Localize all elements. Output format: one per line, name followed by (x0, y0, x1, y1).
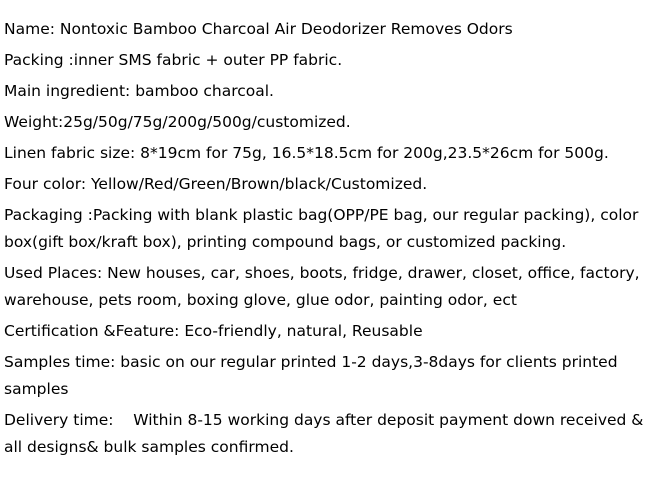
spec-packaging: Packaging :Packing with blank plastic bag(OPP/PE bag, our regular packing), color box(gift box/kraft box), printing compound bags, or customized packing. (4, 206, 644, 251)
spec-weight: Weight:25g/50g/75g/200g/500g/customized. (4, 113, 351, 131)
spec-name: Name: Nontoxic Bamboo Charcoal Air Deodorizer Removes Odors (4, 20, 513, 38)
spec-four-color: Four color: Yellow/Red/Green/Brown/black/Customized. (4, 175, 428, 193)
product-spec-list (4, 16, 648, 465)
spec-used-places: Used Places: New houses, car, shoes, boots, fridge, drawer, closet, office, factory, warehouse, pets room, boxing glove, glue odor, painting odor, ect (4, 264, 645, 309)
spec-linen-fabric-size: Linen fabric size: 8*19cm for 75g, 16.5*18.5cm for 200g,23.5*26cm for 500g. (4, 144, 609, 162)
spec-main-ingredient: Main ingredient: bamboo charcoal. (4, 82, 274, 100)
spec-packing: Packing :inner SMS fabric + outer PP fabric. (4, 51, 343, 69)
spec-samples-time: Samples time: basic on our regular printed 1-2 days,3-8days for clients printed samples (4, 353, 623, 398)
spec-certification-feature: Certification &Feature: Eco-friendly, natural, Reusable (4, 322, 423, 340)
spec-delivery-time: Delivery time: Within 8-15 working days after deposit payment down received & all designs& bulk samples confirmed. (4, 411, 648, 456)
